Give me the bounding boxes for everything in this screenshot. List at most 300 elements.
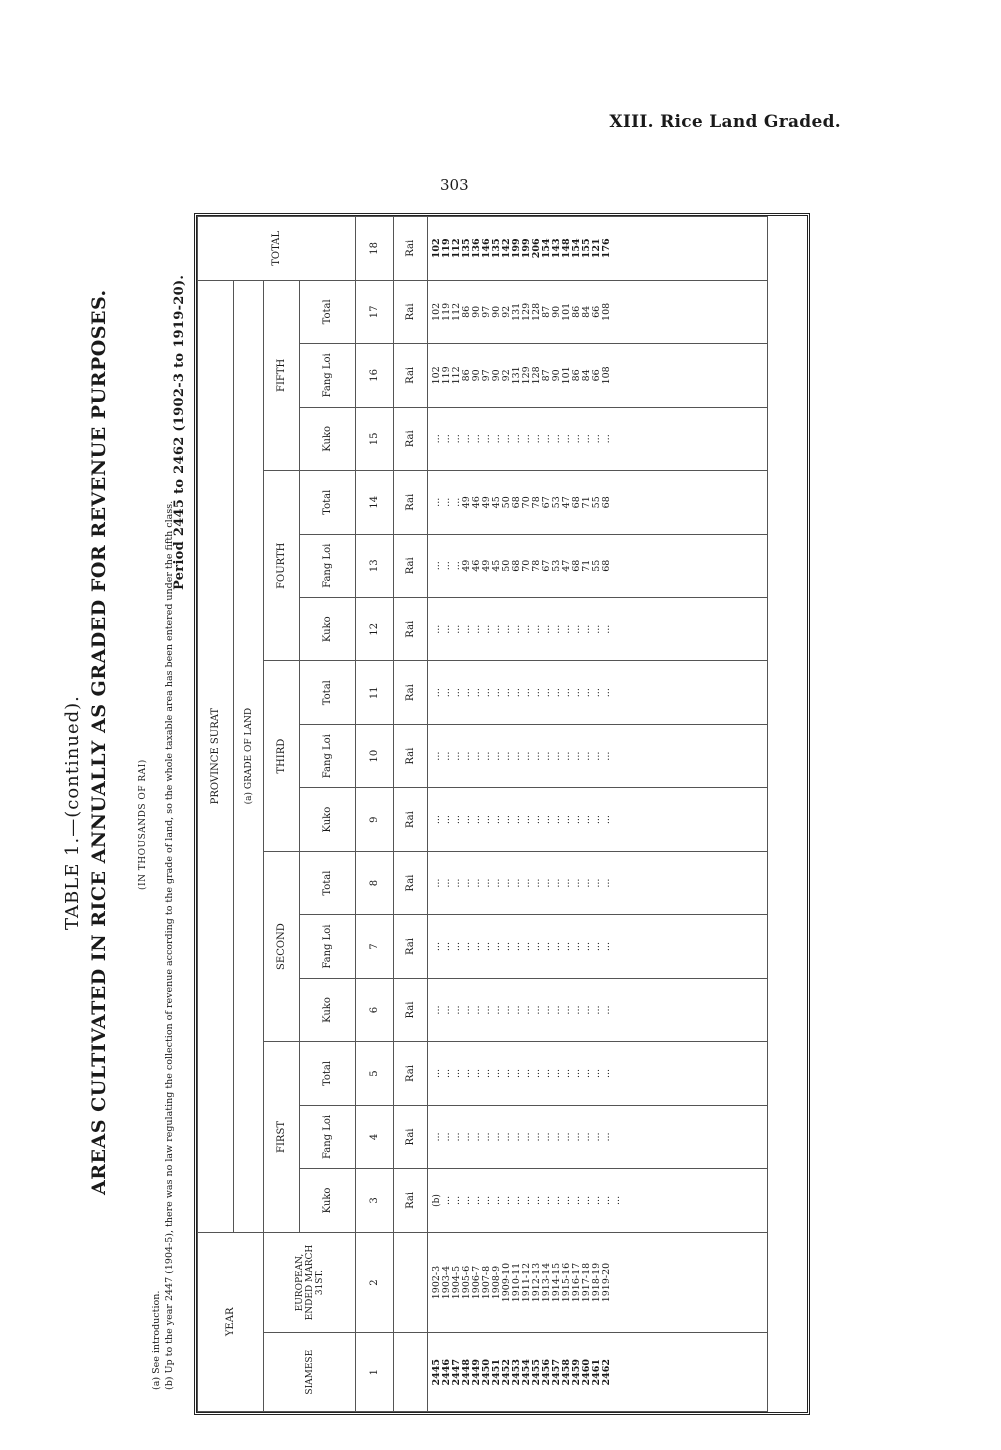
- data-cell: 92: [501, 369, 512, 382]
- data-cell: 112: [451, 302, 462, 321]
- data-cell: 68: [571, 559, 582, 572]
- data-cell: ...: [601, 815, 612, 825]
- data-cell: ...: [471, 942, 482, 952]
- data-cell: 49: [481, 496, 492, 509]
- data-cell: 68: [511, 496, 522, 509]
- data-cell: 45: [491, 559, 502, 572]
- data-cell: ...: [481, 751, 492, 761]
- data-cell: 55: [591, 496, 602, 509]
- year-header: YEAR: [198, 1232, 264, 1411]
- data-cell: 129: [521, 366, 532, 385]
- data-cell: ...: [571, 942, 582, 952]
- data-cell: ...: [431, 1005, 442, 1015]
- data-cell: ...: [531, 1068, 542, 1079]
- data-cell: ...: [591, 942, 602, 952]
- grade-first: FIRST: [264, 1042, 300, 1232]
- data-cell: ...: [451, 942, 462, 952]
- data-cell: 68: [601, 496, 612, 509]
- subcol-header: Fang Loi: [300, 344, 356, 407]
- data-cell: ...: [601, 434, 612, 444]
- data-cell: 2457: [551, 1358, 562, 1386]
- data-cell: 108: [601, 302, 612, 321]
- data-cell: ...: [551, 815, 562, 825]
- data-cell: ...: [541, 1068, 552, 1079]
- data-cell: 136: [471, 238, 482, 259]
- footnotes: [150, 501, 176, 1390]
- data-cell: ...: [491, 624, 502, 634]
- data-cell: ...: [461, 815, 472, 825]
- data-cell: 53: [551, 559, 562, 572]
- data-cell: 46: [471, 496, 482, 509]
- data-cell: 2455: [531, 1358, 542, 1386]
- data-cell: ...: [591, 434, 602, 444]
- data-cell: ...: [611, 1195, 622, 1205]
- data-cell: 78: [531, 559, 542, 572]
- data-cell: ...: [491, 942, 502, 952]
- grade-fifth: FIFTH: [264, 280, 300, 470]
- data-cell: 68: [601, 559, 612, 572]
- data-cell: ...: [461, 434, 472, 444]
- data-cell: ...: [461, 688, 472, 698]
- data-cell: ...: [451, 815, 462, 825]
- data-column: [428, 407, 768, 470]
- data-cell: 86: [461, 305, 472, 318]
- unit-cell: Rai: [394, 407, 428, 470]
- data-cell: ...: [601, 624, 612, 634]
- siamese-header: SIAMESE: [264, 1333, 356, 1412]
- data-column: [428, 217, 768, 281]
- data-cell: ...: [521, 878, 532, 888]
- data-cell: ...: [541, 878, 552, 888]
- data-cell: ...: [471, 624, 482, 634]
- data-cell: ...: [591, 878, 602, 888]
- data-cell: ...: [561, 1195, 572, 1205]
- data-cell: ...: [531, 434, 542, 444]
- data-column: [428, 1042, 768, 1105]
- data-cell: ...: [491, 751, 502, 761]
- data-cell: ...: [561, 434, 572, 444]
- data-cell: 87: [541, 305, 552, 318]
- column-number: 13: [356, 534, 394, 597]
- data-cell: 70: [521, 559, 532, 572]
- data-cell: ...: [431, 1068, 442, 1079]
- data-cell: ...: [481, 1195, 492, 1205]
- data-cell: ...: [481, 1132, 492, 1142]
- data-cell: ...: [471, 815, 482, 825]
- data-cell: ...: [591, 815, 602, 825]
- data-cell: ...: [541, 751, 552, 761]
- data-cell: ...: [491, 815, 502, 825]
- data-cell: ...: [561, 815, 572, 825]
- unit-cell: Rai: [394, 534, 428, 597]
- data-cell: ...: [441, 1005, 452, 1015]
- european-header: EUROPEAN, ENDED MARCH 31ST.: [264, 1232, 356, 1333]
- data-cell: ...: [491, 1132, 502, 1142]
- column-number: 12: [356, 597, 394, 660]
- data-cell: ...: [451, 751, 462, 761]
- footnote-b-marker: (b): [432, 1194, 442, 1207]
- data-cell: 146: [481, 238, 492, 259]
- data-cell: ...: [601, 1132, 612, 1142]
- data-cell: ...: [591, 1005, 602, 1015]
- data-cell: ...: [581, 815, 592, 825]
- data-cell: 112: [451, 238, 462, 259]
- data-cell: ...: [511, 688, 522, 698]
- subcol-header: Kuko: [300, 978, 356, 1041]
- column-number: 7: [356, 915, 394, 978]
- column-number: 18: [356, 217, 394, 281]
- data-cell: ...: [481, 624, 492, 634]
- data-cell: 154: [541, 238, 552, 259]
- data-cell: ...: [521, 434, 532, 444]
- data-cell: ...: [561, 688, 572, 698]
- data-cell: ...: [501, 1195, 512, 1205]
- data-cell: 199: [521, 238, 532, 259]
- data-cell: 1905-6: [461, 1265, 472, 1300]
- data-column: [428, 851, 768, 914]
- data-cell: ...: [581, 624, 592, 634]
- unit-cell: Rai: [394, 661, 428, 724]
- data-column: [428, 724, 768, 787]
- column-number: 5: [356, 1042, 394, 1105]
- data-cell: ...: [501, 688, 512, 698]
- data-cell: ...: [441, 942, 452, 952]
- data-cell: 2460: [581, 1358, 592, 1386]
- column-number: 14: [356, 471, 394, 534]
- data-cell: 86: [571, 369, 582, 382]
- table-title: TABLE 1.—(continued).: [62, 695, 83, 930]
- subcol-header: Total: [300, 280, 356, 343]
- subcol-header: Total: [300, 851, 356, 914]
- data-cell: ...: [581, 751, 592, 761]
- data-cell: ...: [581, 942, 592, 952]
- period-label: Period 2445 to 2462 (1902-3 to 1919-20).: [172, 274, 187, 590]
- data-cell: ...: [541, 1132, 552, 1142]
- data-cell: ...: [491, 688, 502, 698]
- subcol-header: Fang Loi: [300, 534, 356, 597]
- data-cell: 45: [491, 496, 502, 509]
- data-cell: ...: [541, 942, 552, 952]
- data-cell: ...: [491, 1005, 502, 1015]
- data-cell: ...: [491, 1068, 502, 1079]
- unit-cell: Rai: [394, 280, 428, 343]
- data-cell: ...: [451, 561, 462, 571]
- data-cell: 97: [481, 305, 492, 318]
- data-cell: ...: [531, 878, 542, 888]
- data-column: [428, 280, 768, 343]
- data-cell: ...: [441, 434, 452, 444]
- grade-third: THIRD: [264, 661, 300, 851]
- data-cell: 206: [531, 238, 542, 259]
- data-cell: ...: [541, 434, 552, 444]
- column-number: 1: [356, 1333, 394, 1412]
- data-cell: ...: [601, 751, 612, 761]
- subcol-header: Total: [300, 471, 356, 534]
- data-cell: ...: [471, 688, 482, 698]
- data-cell: 84: [581, 369, 592, 382]
- data-cell: ...: [451, 624, 462, 634]
- column-number: 15: [356, 407, 394, 470]
- data-cell: ...: [571, 434, 582, 444]
- data-cell: 2447: [451, 1358, 462, 1386]
- data-cell: 67: [541, 559, 552, 572]
- data-cell: 1914-15: [551, 1262, 562, 1303]
- data-cell: ...: [451, 434, 462, 444]
- data-column: [428, 344, 768, 407]
- subcol-header: Total: [300, 1042, 356, 1105]
- data-cell: ...: [431, 624, 442, 634]
- subcol-header: Kuko: [300, 1169, 356, 1232]
- data-cell: 47: [561, 496, 572, 509]
- data-cell: ...: [501, 878, 512, 888]
- data-cell: ...: [451, 497, 462, 507]
- data-cell: ...: [551, 1005, 562, 1015]
- data-cell: 176: [601, 238, 612, 259]
- data-cell: ...: [451, 1068, 462, 1079]
- data-cell: 1916-17: [571, 1262, 582, 1303]
- data-cell: 154: [571, 238, 582, 259]
- data-cell: 2445: [431, 1358, 442, 1386]
- data-cell: 71: [581, 559, 592, 572]
- data-cell: ...: [551, 751, 562, 761]
- data-cell: ...: [591, 1195, 602, 1205]
- data-column: [428, 534, 768, 597]
- section-header: XIII. Rice Land Graded.: [609, 112, 841, 132]
- column-number: 6: [356, 978, 394, 1041]
- data-cell: ...: [481, 1068, 492, 1079]
- data-cell: ...: [541, 624, 552, 634]
- data-cell: 1918-19: [591, 1262, 602, 1303]
- data-cell: 1917-18: [581, 1262, 592, 1303]
- data-cell: ...: [441, 688, 452, 698]
- data-cell: ...: [521, 815, 532, 825]
- data-cell: 119: [441, 302, 452, 321]
- data-cell: ...: [551, 1132, 562, 1142]
- data-cell: 129: [521, 302, 532, 321]
- data-cell: ...: [481, 434, 492, 444]
- data-cell: ...: [601, 1068, 612, 1079]
- data-cell: 2446: [441, 1358, 452, 1386]
- data-cell: 2453: [511, 1358, 522, 1386]
- column-number: 3: [356, 1169, 394, 1232]
- column-number: 2: [356, 1232, 394, 1333]
- column-number: 4: [356, 1105, 394, 1168]
- unit-cell: Rai: [394, 978, 428, 1041]
- data-column: [428, 1169, 768, 1232]
- data-cell: 2454: [521, 1358, 532, 1386]
- data-cell: 1919-20: [601, 1262, 612, 1303]
- table-frame: [194, 213, 810, 1415]
- data-cell: ...: [451, 688, 462, 698]
- column-number: 8: [356, 851, 394, 914]
- data-cell: ...: [561, 878, 572, 888]
- data-column: [428, 1105, 768, 1168]
- data-cell: 86: [461, 369, 472, 382]
- data-cell: 46: [471, 559, 482, 572]
- data-cell: ...: [571, 1068, 582, 1079]
- data-cell: 142: [501, 238, 512, 259]
- data-cell: 68: [511, 559, 522, 572]
- data-cell: ...: [431, 1132, 442, 1142]
- subcol-header: Fang Loi: [300, 915, 356, 978]
- data-cell: ...: [551, 688, 562, 698]
- data-cell: ...: [521, 1005, 532, 1015]
- data-cell: ...: [511, 1132, 522, 1142]
- data-cell: 131: [511, 302, 522, 321]
- data-cell: 128: [531, 366, 542, 385]
- data-cell: 1910-11: [511, 1262, 522, 1303]
- data-cell: ...: [441, 1068, 452, 1079]
- data-cell: ...: [491, 1195, 502, 1205]
- data-cell: 121: [591, 238, 602, 259]
- data-cell: ...: [531, 815, 542, 825]
- data-cell: ...: [571, 878, 582, 888]
- data-cell: 1903-4: [441, 1265, 452, 1300]
- unit-cell: [394, 1333, 428, 1412]
- data-cell: 128: [531, 302, 542, 321]
- data-cell: 102: [431, 238, 442, 259]
- data-cell: ...: [481, 815, 492, 825]
- data-cell: 1908-9: [491, 1265, 502, 1300]
- data-cell: 66: [591, 369, 602, 382]
- data-cell: ...: [441, 561, 452, 571]
- data-cell: ...: [501, 1068, 512, 1079]
- data-cell: ...: [531, 1132, 542, 1142]
- data-cell: ...: [521, 942, 532, 952]
- data-cell: 1911-12: [521, 1262, 532, 1303]
- unit-note: (IN THOUSANDS OF RAI): [138, 759, 148, 890]
- column-number: 11: [356, 661, 394, 724]
- data-column: [428, 788, 768, 851]
- data-cell: ...: [511, 751, 522, 761]
- data-cell: 2449: [471, 1358, 482, 1386]
- data-column: [428, 1232, 768, 1333]
- data-cell: ...: [511, 434, 522, 444]
- data-cell: ...: [471, 878, 482, 888]
- data-cell: ...: [561, 624, 572, 634]
- data-column: [428, 471, 768, 534]
- data-cell: ...: [501, 751, 512, 761]
- data-cell: ...: [591, 751, 602, 761]
- data-cell: ...: [511, 815, 522, 825]
- data-cell: 1913-14: [541, 1262, 552, 1303]
- data-cell: ...: [531, 688, 542, 698]
- unit-cell: Rai: [394, 851, 428, 914]
- grade-header: (a) GRADE OF LAND: [234, 280, 264, 1232]
- data-cell: 2452: [501, 1358, 512, 1386]
- grade-second: SECOND: [264, 851, 300, 1041]
- data-cell: ...: [551, 434, 562, 444]
- data-cell: ...: [571, 624, 582, 634]
- data-cell: 143: [551, 238, 562, 259]
- unit-cell: Rai: [394, 788, 428, 851]
- data-cell: ...: [441, 497, 452, 507]
- data-cell: ...: [481, 688, 492, 698]
- unit-cell: Rai: [394, 1042, 428, 1105]
- data-cell: ...: [461, 624, 472, 634]
- table-subtitle: AREAS CULTIVATED IN RICE ANNUALLY AS GRADED FOR REVENUE PURPOSES.: [88, 289, 110, 1195]
- data-cell: 101: [561, 302, 572, 321]
- data-cell: 2458: [561, 1358, 572, 1386]
- data-cell: ...: [451, 878, 462, 888]
- data-cell: 47: [561, 559, 572, 572]
- data-cell: 135: [491, 238, 502, 259]
- data-cell: ...: [501, 434, 512, 444]
- unit-cell: Rai: [394, 1169, 428, 1232]
- data-cell: 1915-16: [561, 1262, 572, 1303]
- data-cell: ...: [501, 1132, 512, 1142]
- data-cell: ...: [501, 815, 512, 825]
- data-cell: ...: [531, 624, 542, 634]
- data-cell: 90: [491, 369, 502, 382]
- unit-cell: Rai: [394, 724, 428, 787]
- data-cell: 87: [541, 369, 552, 382]
- subcol-header: Kuko: [300, 407, 356, 470]
- data-cell: ...: [461, 751, 472, 761]
- data-cell: ...: [531, 1195, 542, 1205]
- data-cell: ...: [541, 815, 552, 825]
- data-cell: 67: [541, 496, 552, 509]
- data-cell: ...: [591, 688, 602, 698]
- data-cell: ...: [431, 688, 442, 698]
- data-cell: 68: [571, 496, 582, 509]
- data-cell: ...: [441, 1195, 452, 1205]
- unit-cell: Rai: [394, 915, 428, 978]
- data-cell: 2450: [481, 1358, 492, 1386]
- data-cell: 102: [431, 366, 442, 385]
- data-cell: ...: [461, 942, 472, 952]
- data-cell: 2459: [571, 1358, 582, 1386]
- data-cell: 131: [511, 366, 522, 385]
- data-cell: ...: [531, 751, 542, 761]
- column-number: 9: [356, 788, 394, 851]
- data-cell: ...: [591, 624, 602, 634]
- data-cell: 2451: [491, 1358, 502, 1386]
- data-cell: ...: [561, 751, 572, 761]
- data-column: [428, 597, 768, 660]
- data-cell: ...: [471, 1132, 482, 1142]
- rice-land-table: [197, 216, 768, 1412]
- data-cell: 49: [461, 496, 472, 509]
- data-cell: ...: [561, 942, 572, 952]
- data-cell: 1904-5: [451, 1265, 462, 1300]
- data-cell: ...: [581, 1005, 592, 1015]
- data-cell: ...: [451, 1195, 462, 1205]
- data-cell: 112: [451, 366, 462, 385]
- data-cell: ...: [601, 688, 612, 698]
- data-cell: ...: [571, 1005, 582, 1015]
- data-cell: 86: [571, 305, 582, 318]
- data-cell: ...: [511, 1005, 522, 1015]
- data-cell: ...: [511, 942, 522, 952]
- data-cell: ...: [601, 878, 612, 888]
- column-number: 17: [356, 280, 394, 343]
- data-cell: 90: [491, 305, 502, 318]
- data-cell: ...: [511, 878, 522, 888]
- data-cell: ...: [561, 1132, 572, 1142]
- data-cell: ...: [551, 624, 562, 634]
- data-cell: ...: [551, 878, 562, 888]
- data-cell: ...: [521, 751, 532, 761]
- data-cell: ...: [441, 1132, 452, 1142]
- data-cell: ...: [601, 942, 612, 952]
- data-cell: ...: [471, 1195, 482, 1205]
- data-column: [428, 915, 768, 978]
- data-cell: ...: [431, 751, 442, 761]
- data-cell: 2456: [541, 1358, 552, 1386]
- data-cell: 71: [581, 496, 592, 509]
- data-cell: 50: [501, 496, 512, 509]
